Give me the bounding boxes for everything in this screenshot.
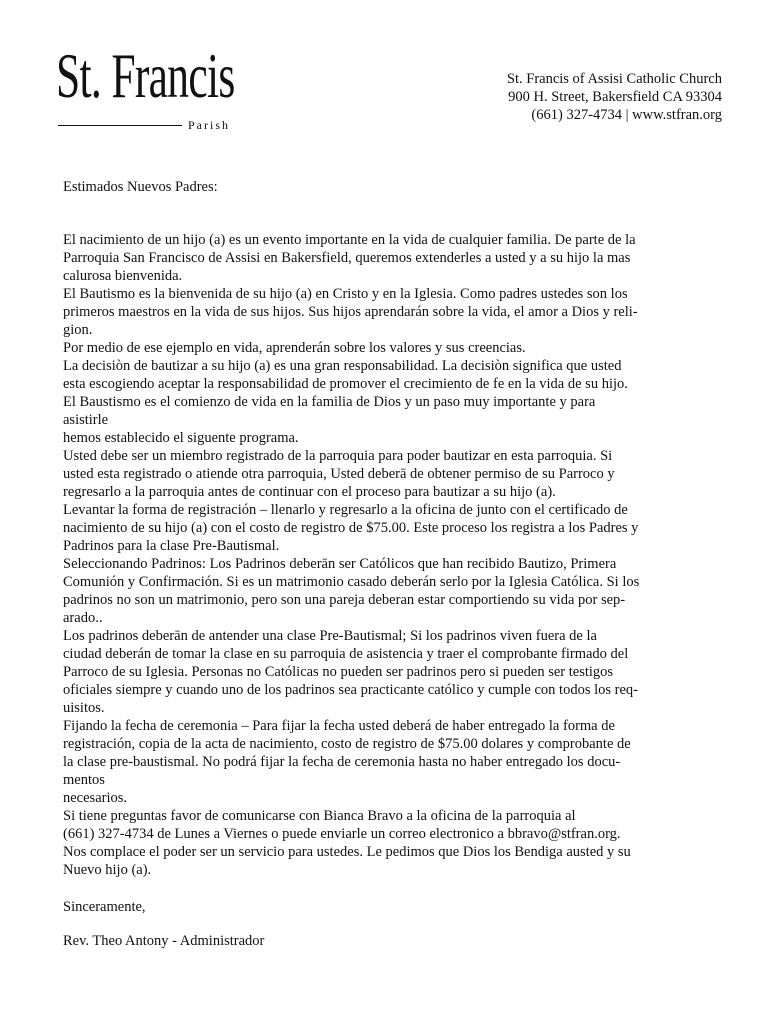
body-line: Los padrinos deberān de antender una clase Pre-Bautismal; Si los padrinos viven fuera de la	[63, 628, 597, 644]
body-line: registración, copia de la acta de nacimiento, costo de registro de $75.00 dolares y comprobante de	[63, 736, 631, 752]
body-line: oficiales siempre y cuando uno de los padrinos sea practicante católico y cumple con todos los req-	[63, 682, 638, 698]
body-line: necesarios.	[63, 790, 128, 806]
body-line: Comunión y Confirmación. Si es un matrimonio casado deberán serlo por la Iglesia Católica. Si los	[63, 574, 640, 590]
body-line: regresarlo a la parroquia antes de continuar con el proceso para bautizar a su hijo (a).	[63, 484, 556, 500]
signature: Rev. Theo Antony - Administrador	[63, 933, 265, 949]
body-line: primeros maestros en la vida de sus hijos. Sus hijos aprendarán sobre la vida, el amor a Dios y reli-	[63, 304, 638, 320]
body-line: la clase pre-baustismal. No podrá fijar la fecha de ceremonia hasta no haber entregado los docu-	[63, 754, 621, 770]
body-line: mentos	[63, 772, 105, 788]
body-line: asistirle	[63, 412, 109, 428]
body-line: El Baustismo es el comienzo de vida en la familia de Dios y un paso muy importante y para	[63, 394, 596, 410]
body-line: Levantar la forma de registración – llenarlo y regresarlo a la oficina de junto con el certificado de	[63, 502, 628, 518]
body-line: ciudad deberán de tomar la clase en su parroquia de asistencia y traer el comprobante firmado del	[63, 646, 629, 662]
body-line: uisitos.	[63, 700, 105, 716]
body-line: Fijando la fecha de ceremonia – Para fijar la fecha usted deberá de haber entregado la forma de	[63, 718, 615, 734]
body-line: gion.	[63, 322, 93, 338]
body-line: hemos establecido el siguente programa.	[63, 430, 299, 446]
logo-rule	[58, 125, 182, 126]
street-address: 900 H. Street, Bakersfield CA 93304	[508, 89, 722, 105]
body-line: Seleccionando Padrinos: Los Padrinos deberān ser Católicos que han recibido Bautizo, Primera	[63, 556, 617, 572]
body-line: arado..	[63, 610, 103, 626]
logo-subtitle: Parish	[188, 118, 230, 132]
greeting: Estimados Nuevos Padres:	[63, 179, 218, 195]
body-line: Nuevo hijo (a).	[63, 862, 152, 878]
body-line: padrinos no son un matrimonio, pero son una pareja deberan estar comportiendo su vida por sep-	[63, 592, 626, 608]
body-line: La decisiòn de bautizar a su hijo (a) es una gran responsabilidad. La decisiòn significa que usted	[63, 358, 622, 374]
body-line: (661) 327-4734 de Lunes a Viernes o puede enviarle un correo electronico a bbravo@stfran.org.	[63, 826, 621, 842]
body-line: Usted debe ser un miembro registrado de la parroquia para poder bautizar en esta parroquia. Si	[63, 448, 613, 464]
body-line: esta escogiendo aceptar la responsabilidad de promover el crecimiento de fe en la vida de su hijo.	[63, 376, 628, 392]
body-line: Padrinos para la clase Pre-Bautismal.	[63, 538, 280, 554]
church-name: St. Francis of Assisi Catholic Church	[506, 71, 722, 87]
body-line: El Bautismo es la bienvenida de su hijo (a) en Cristo y en la Iglesia. Como padres ustedes son los	[63, 286, 628, 302]
logo-wordmark: St. Francis	[56, 40, 235, 111]
parish-logo	[56, 40, 246, 136]
letter-body	[63, 231, 703, 879]
body-line: Por medio de ese ejemplo en vida, aprenderán sobre los valores y sus creencias.	[63, 340, 526, 356]
body-line: El nacimiento de un hijo (a) es un evento importante en la vida de cualquier familia. De parte de la	[63, 232, 636, 248]
body-line: Parroquia San Francisco de Assisi en Bakersfield, queremos extenderles a usted y a su hijo la mas	[63, 250, 631, 266]
body-line: calurosa bienvenida.	[63, 268, 183, 284]
body-line: Nos complace el poder ser un servicio para ustedes. Le pedimos que Dios los Bendiga austed y su	[63, 844, 631, 860]
body-line: Parroco de su Iglesia. Personas no Católicas no pueden ser padrinos pero si pueden ser testigos	[63, 664, 614, 680]
body-line: Si tiene preguntas favor de comunicarse con Bianca Bravo a la oficina de la parroquia al	[63, 808, 576, 824]
letterhead-address	[507, 70, 722, 124]
contact-line: (661) 327-4734 | www.stfran.org	[531, 107, 722, 123]
body-line: usted esta registrado o atiende otra parroquia, Usted deberā de obtener permiso de su Parroco y	[63, 466, 615, 482]
body-line: nacimiento de su hijo (a) con el costo de registro de $75.00. Este proceso los registra a los Padres y	[63, 520, 639, 536]
closing: Sinceramente,	[63, 899, 146, 915]
